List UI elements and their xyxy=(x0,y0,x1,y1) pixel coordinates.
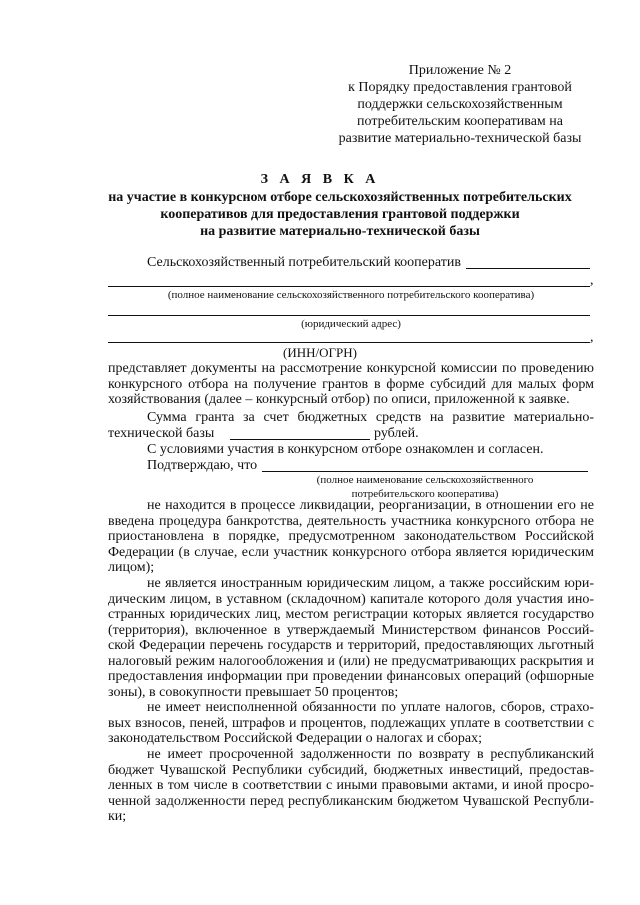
text-line: представляет документы на рассмотрение конкурсной комиссии по проведению xyxy=(108,361,594,376)
appendix-line: потребительским кооперативам на xyxy=(357,114,563,129)
text-line: ленных в том числе в соответствии с иными правовыми актами, и иной просро- xyxy=(108,778,594,793)
subtitle-line: кооперативов для предоставления грантовой поддержки xyxy=(160,207,520,222)
appendix-line: развитие материально-технической базы xyxy=(338,131,582,146)
cooperative-name-field[interactable] xyxy=(466,268,590,269)
comma: , xyxy=(590,330,594,345)
legal-address-field[interactable] xyxy=(108,315,590,316)
text-line: странных юридических лиц, местом регистрации которых является государство xyxy=(108,607,594,622)
text-line: бюджет Чувашской Республики субсидий, бюджетных инвестиций, предостав- xyxy=(108,762,594,778)
text-line: ской Федерации перечень государств и территорий, предоставляющих льготный xyxy=(108,638,594,653)
text-line: вых взносов, пеней, штрафов и процентов, подлежащих уплате в соответствии с xyxy=(108,715,594,731)
text-line: дическим лицом, в уставном (складочном) капитале которого доля участия ино- xyxy=(108,591,594,607)
condition-debt xyxy=(108,747,594,825)
text-line: предоставления информации при проведении финансовых операций (офшорные xyxy=(108,669,594,684)
text-line: Федерации (в случае, если участник конкурсного отбора является юридическим xyxy=(108,544,594,560)
represents-paragraph xyxy=(108,361,594,408)
text-line: ки; xyxy=(108,809,127,824)
inn-caption: (ИНН/ОГРН) xyxy=(283,345,357,360)
confirm-label: Подтверждаю, что xyxy=(147,458,258,473)
address-caption: (юридический адрес) xyxy=(301,318,401,330)
caption-line: (полное наименование сельскохозяйственного xyxy=(316,474,534,486)
text-line: введена процедура банкротства, деятельность участника конкурсного отбора не xyxy=(108,513,594,529)
text-line: конкурсного отбора на получение грантов в форме субсидий для малых форм xyxy=(108,376,594,392)
cooperative-label: Сельскохозяйственный потребительский кооператив xyxy=(147,255,461,270)
grant-sum-suffix: рублей. xyxy=(374,426,419,441)
grant-sum-line-1: Сумма гранта за счет бюджетных средств на развитие материально- xyxy=(147,410,594,425)
agreed-text: С условиями участия в конкурсном отборе ознакомлен и согласен. xyxy=(147,442,544,457)
text-line: зоны), в совокупности превышает 50 процентов; xyxy=(108,684,399,700)
inn-ogrn-field[interactable] xyxy=(108,342,590,343)
document-subtitle xyxy=(80,189,600,240)
condition-taxes xyxy=(108,700,594,747)
grant-sum-prefix: технической базы xyxy=(108,426,215,441)
text-line: не находится в процессе ликвидации, реорганизации, в отношении его не xyxy=(147,498,594,513)
text-line: хозяйствования (далее – конкурсный отбор) по описи, приложенной к заявке. xyxy=(108,392,570,407)
condition-liquidation xyxy=(108,498,594,576)
appendix-line: Приложение № 2 xyxy=(408,63,512,78)
document-title: З А Я В К А xyxy=(260,172,380,187)
text-line: законодательством Российской Федерации о налогах и сборах; xyxy=(108,731,483,746)
text-line: не имеет неисполненной обязанности по уплате налогов, сборов, страхо- xyxy=(147,700,594,715)
comma: , xyxy=(590,273,594,288)
subtitle-line: на участие в конкурсном отборе сельскохозяйственных потребительских xyxy=(108,190,572,205)
appendix-line: поддержки сельскохозяйственным xyxy=(357,97,563,112)
confirm-name-field[interactable] xyxy=(262,471,588,472)
text-line: (территория), включенное в утверждаемый Министерством финансов Россий- xyxy=(108,622,594,638)
text-line: не является иностранным юридическим лицом, а также российским юри- xyxy=(147,576,594,591)
text-line: лицом); xyxy=(108,560,155,575)
cooperative-name-field-2[interactable] xyxy=(108,286,590,287)
text-line: не имеет просроченной задолженности по возврату в республиканский xyxy=(147,747,594,762)
text-line: ченной задолженности перед республиканским бюджетом Чувашской Республи- xyxy=(108,793,594,809)
grant-sum-field[interactable] xyxy=(230,439,370,440)
name-caption: (полное наименование сельскохозяйственного потребительского кооператива) xyxy=(167,289,535,301)
text-line: приостановлена в порядке, предусмотренном законодательством Российской xyxy=(108,529,594,544)
caption-line: потребительского кооператива) xyxy=(351,488,499,500)
appendix-line: к Порядку предоставления грантовой xyxy=(348,80,572,95)
condition-foreign-entity xyxy=(108,576,594,700)
text-line: налоговый режим налогообложения и (или) не предусматривающих раскрытия и xyxy=(108,653,594,669)
appendix-header xyxy=(330,62,590,147)
subtitle-line: на развитие материально-технической базы xyxy=(200,224,480,239)
confirm-caption xyxy=(262,473,588,501)
